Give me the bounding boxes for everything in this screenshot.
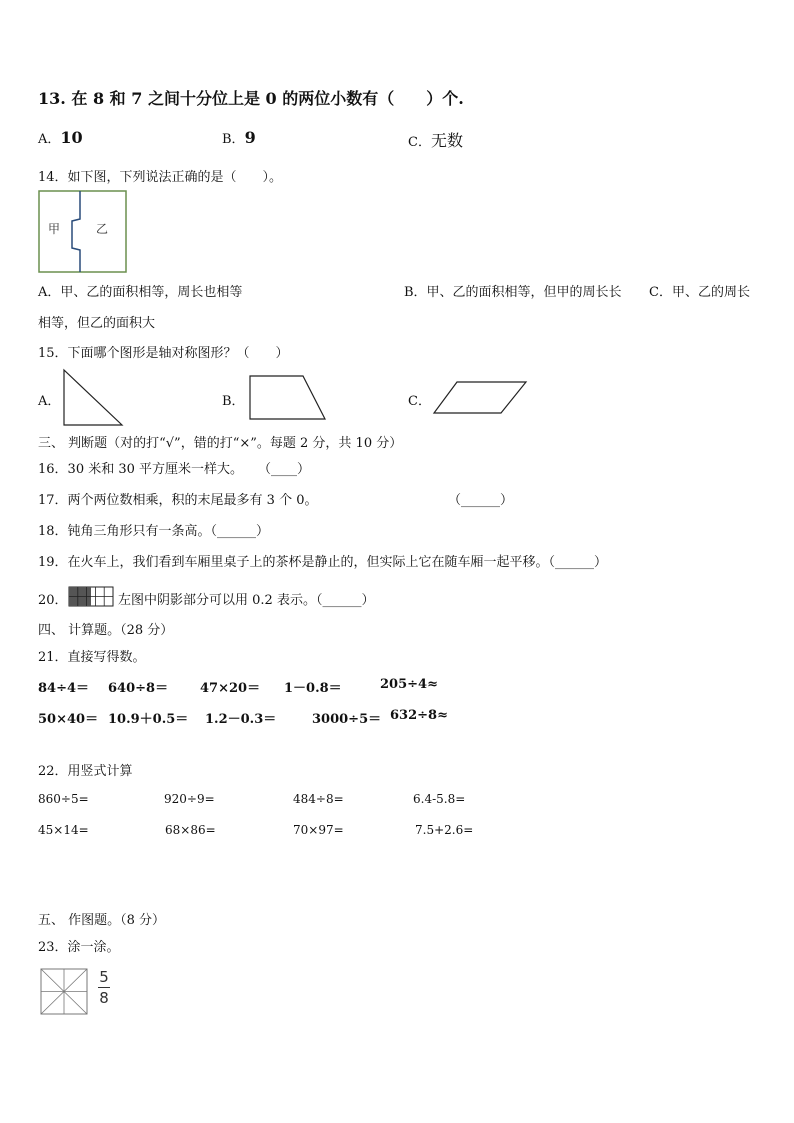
q14-option-c-continued: 相等，但乙的面积大: [38, 316, 156, 331]
q13-option-b-text: 9: [244, 128, 256, 147]
q23-fraction-numerator: 5: [99, 968, 109, 986]
q18-text: 18．钝角三角形只有一条高。（______）: [38, 524, 270, 539]
q14-option-c: C．甲、乙的周长: [649, 285, 750, 300]
q21-item: 84÷4＝: [38, 681, 90, 696]
q13-option-c-text: 无数: [430, 131, 463, 150]
q22-item: 860÷5=: [38, 792, 89, 806]
q22-item: 45×14=: [38, 823, 89, 837]
q14-option-a: A．甲、乙的面积相等，周长也相等: [38, 285, 243, 300]
q21-stem: 21．直接写得数。: [38, 650, 146, 665]
q22-item: 920÷9=: [164, 792, 215, 806]
q17-blank: （______）: [448, 493, 514, 508]
q15-option-c-letter: C．: [408, 394, 431, 409]
q21-item: 3000÷5＝: [312, 712, 382, 727]
q21-item: 1－0.8＝: [284, 681, 342, 696]
q22-item: 70×97=: [293, 823, 344, 837]
q15-option-a-letter: A．: [38, 394, 61, 409]
q15-option-b-letter: B．: [222, 394, 245, 409]
q14-figure-right-label: 乙: [96, 222, 109, 236]
q13-stem: 13. 在 8 和 7 之间十分位上是 0 的两位小数有（ ）个.: [38, 89, 464, 108]
section5-title: 五、 作图题。（8 分）: [38, 913, 166, 928]
q15-option-b-trapezoid: [248, 374, 328, 422]
q21-item: 632÷8≈: [390, 708, 448, 723]
q20-number: 20．: [38, 593, 68, 608]
section4-title: 四、 计算题。（28 分）: [38, 623, 174, 638]
q15-option-c-parallelogram: [432, 380, 528, 416]
q13-option-b-letter: B．: [222, 132, 245, 147]
q13-option-b: [222, 128, 256, 147]
q21-item: 50×40＝: [38, 712, 99, 727]
q16-text: 16．30 米和 30 平方厘米一样大。: [38, 462, 244, 477]
q21-item: 1.2－0.3＝: [205, 712, 277, 727]
q14-option-b: B．甲、乙的面积相等，但甲的周长长: [404, 285, 622, 300]
q15-stem: 15．下面哪个图形是轴对称图形？（ ）: [38, 346, 289, 361]
q21-item: 205÷4≈: [380, 677, 438, 692]
q22-stem: 22．用竖式计算: [38, 764, 133, 779]
q13-option-a-letter: A．: [38, 132, 61, 147]
q14-stem: 14．如下图，下列说法正确的是（ ）。: [38, 170, 283, 185]
q21-item: 10.9＋0.5＝: [108, 712, 189, 727]
q23-fraction: [96, 968, 112, 1007]
q21-item: 47×20＝: [200, 681, 261, 696]
q15-option-a-right-triangle: [62, 368, 124, 428]
q22-item: 68×86=: [165, 823, 216, 837]
q14-figure-divider: [72, 191, 80, 272]
q20-text: 左图中阴影部分可以用 0.2 表示。（______）: [118, 593, 375, 608]
q13-option-c: [408, 128, 463, 151]
q21-item: 640÷8＝: [108, 681, 169, 696]
q13-option-c-letter: C．: [408, 135, 431, 150]
q14-figure: [38, 190, 128, 274]
section3-title: 三、 判断题（对的打“√”，错的打“×”。每题 2 分，共 10 分）: [38, 436, 403, 451]
q23-fraction-denominator: 8: [99, 989, 109, 1007]
q22-item: 7.5+2.6=: [415, 823, 474, 837]
q13-option-a: [38, 128, 83, 147]
q17-text: 17．两个两位数相乘，积的末尾最多有 3 个 0。: [38, 493, 318, 508]
q23-square-figure: [40, 968, 90, 1016]
q13-option-a-text: 10: [60, 128, 83, 147]
q23-fraction-bar: [98, 987, 110, 988]
q22-item: 6.4-5.8=: [413, 792, 466, 806]
q23-stem: 23．涂一涂。: [38, 940, 120, 955]
q22-item: 484÷8=: [293, 792, 344, 806]
q20-grid-figure: [68, 586, 114, 608]
q19-text: 19．在火车上，我们看到车厢里桌子上的茶杯是静止的，但实际上它在随车厢一起平移。（______）: [38, 555, 608, 570]
q14-figure-left-label: 甲: [48, 222, 61, 236]
q16-blank: （____）: [258, 462, 311, 477]
